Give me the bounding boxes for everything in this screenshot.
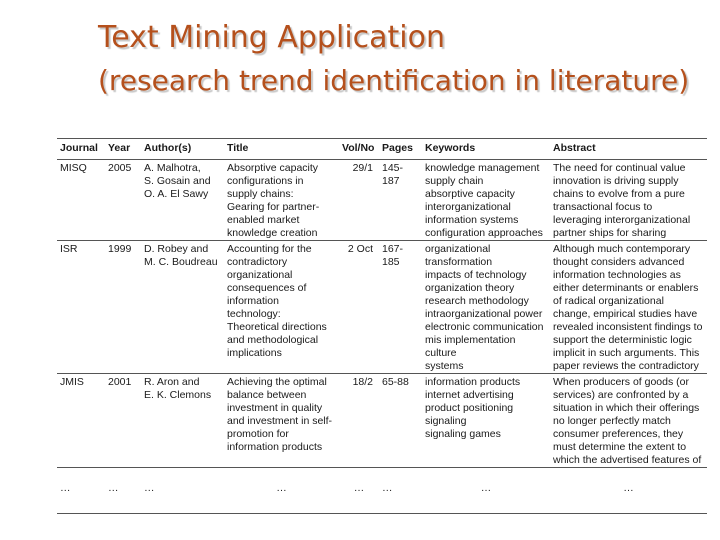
ellipsis-cell: …: [623, 482, 634, 494]
cell-line: either determinants or enablers: [553, 282, 699, 294]
header-authors: Author(s): [144, 142, 192, 154]
cell-line: Theoretical directions: [227, 321, 327, 333]
cell-line: promotion for: [227, 428, 289, 440]
cell-line: change, empirical studies have: [553, 308, 698, 320]
cell-line: leveraging interorganizational: [553, 214, 691, 226]
cell-line: enabled market: [227, 214, 300, 226]
ellipsis-cell: …: [144, 482, 155, 494]
cell-line: transformation: [425, 256, 493, 268]
cell-line: information products: [227, 441, 323, 453]
literature-table: [57, 138, 707, 514]
cell-line: of radical organizational: [553, 295, 664, 307]
cell-pages: 145-187: [382, 162, 404, 187]
cell-line: intraorganizational power: [425, 308, 543, 320]
cell-line: configurations in: [227, 175, 304, 187]
cell-authors: [141, 241, 224, 374]
cell-journal: JMIS: [60, 376, 84, 388]
header-year: Year: [108, 142, 131, 154]
table-row: [57, 374, 707, 468]
cell-vol-no: 18/2: [352, 376, 373, 388]
cell-line: and investment in self-: [227, 415, 333, 427]
cell-line: The need for continual value: [553, 162, 686, 174]
cell-vol-no: 2 Oct: [347, 243, 373, 255]
cell-line: transactional focus to: [553, 201, 653, 213]
cell-line: balance between: [227, 389, 307, 401]
header-pages: Pages: [382, 142, 413, 154]
cell-line: information technologies as: [553, 269, 681, 281]
ellipsis-cell: …: [276, 482, 287, 494]
header-title: Title: [227, 142, 249, 154]
cell-line: information products: [425, 376, 521, 388]
cell-year: 2005: [108, 162, 132, 174]
cell-journal: MISQ: [60, 162, 87, 174]
cell-year: 2001: [108, 376, 132, 388]
cell-authors: [141, 374, 224, 468]
cell-line: information: [227, 295, 279, 307]
cell-line: E. K. Clemons: [144, 389, 212, 401]
cell-pages: 65-88: [382, 376, 409, 388]
cell-keywords: [422, 374, 550, 468]
cell-line: which the advertised features of: [553, 454, 702, 466]
cell-line: paper reviews the contradictory: [553, 360, 699, 372]
ellipsis-cell: …: [108, 482, 119, 494]
cell-abstract: [550, 241, 707, 374]
cell-line: impacts of technology: [425, 269, 527, 281]
header-journal: Journal: [60, 142, 98, 154]
cell-pages: 167-185: [382, 243, 404, 268]
cell-vol-no: 29/1: [352, 162, 373, 174]
cell-line: research methodology: [425, 295, 529, 307]
cell-line: knowledge creation: [227, 227, 318, 239]
cell-line: Gearing for partner-: [227, 201, 320, 213]
header-vol-no: Vol/No: [342, 142, 375, 154]
cell-journal: ISR: [60, 243, 78, 255]
cell-line: partner ships for sharing: [553, 227, 667, 239]
cell-line: revealed inconsistent findings to: [553, 321, 703, 333]
table-header-row: [57, 139, 707, 160]
slide-title: Text Mining Application: [98, 20, 445, 55]
cell-line: information systems: [425, 214, 519, 226]
cell-keywords: [422, 160, 550, 241]
cell-line: supply chains:: [227, 188, 294, 200]
ellipsis-cell: …: [60, 482, 71, 494]
cell-line: chains to evolve from a pure: [553, 188, 685, 200]
cell-abstract: [550, 160, 707, 241]
cell-line: investment in quality: [227, 402, 323, 414]
cell-title: [224, 160, 339, 241]
table-row: [57, 241, 707, 374]
cell-line: signaling games: [425, 428, 501, 440]
cell-year: 1999: [108, 243, 132, 255]
cell-line: configuration approaches: [425, 227, 543, 239]
table-row-ellipsis: [57, 468, 707, 514]
cell-line: R. Aron and: [144, 376, 200, 388]
cell-authors: [141, 160, 224, 241]
table-row: [57, 160, 707, 241]
ellipsis-cell: …: [353, 482, 365, 494]
cell-line: culture: [425, 347, 457, 359]
cell-line: signaling: [425, 415, 467, 427]
ellipsis-cell: …: [382, 482, 393, 494]
cell-line: product positioning: [425, 402, 514, 414]
cell-line: situation in which their offerings: [553, 402, 700, 414]
cell-line: and methodological: [227, 334, 319, 346]
cell-line: M. C. Boudreau: [144, 256, 218, 268]
cell-line: innovation is driving supply: [553, 175, 679, 187]
cell-line: knowledge management: [425, 162, 540, 174]
cell-line: supply chain: [425, 175, 484, 187]
slide-subtitle: (research trend identification in literature): [98, 64, 690, 97]
cell-line: technology:: [227, 308, 281, 320]
ellipsis-cell: …: [480, 482, 492, 494]
cell-line: contradictory: [227, 256, 288, 268]
cell-line: no longer perfectly match: [553, 415, 671, 427]
cell-line: O. A. El Sawy: [144, 188, 209, 200]
cell-line: electronic communication: [425, 321, 544, 333]
cell-line: D. Robey and: [144, 243, 209, 255]
cell-keywords: [422, 241, 550, 374]
cell-title: [224, 241, 339, 374]
cell-line: internet advertising: [425, 389, 514, 401]
cell-line: consumer preferences, they: [553, 428, 684, 440]
cell-line: implicit in such arguments. This: [553, 347, 700, 359]
cell-line: systems: [425, 360, 464, 372]
cell-title: [224, 374, 339, 468]
cell-line: Accounting for the: [227, 243, 312, 255]
header-keywords: Keywords: [425, 142, 476, 154]
cell-line: organizational: [425, 243, 491, 255]
cell-line: support the deterministic logic: [553, 334, 692, 346]
cell-line: services) are confronted by a: [553, 389, 689, 401]
cell-line: must determine the extent to: [553, 441, 687, 453]
cell-line: When producers of goods (or: [553, 376, 689, 388]
cell-line: interorganizational: [425, 201, 511, 213]
cell-line: organization theory: [425, 282, 515, 294]
cell-abstract: [550, 374, 707, 468]
cell-line: implications: [227, 347, 282, 359]
cell-line: Achieving the optimal: [227, 376, 327, 388]
cell-line: organizational: [227, 269, 293, 281]
cell-line: A. Malhotra,: [144, 162, 201, 174]
cell-line: consequences of: [227, 282, 307, 294]
cell-line: thought considers advanced: [553, 256, 685, 268]
cell-line: Absorptive capacity: [227, 162, 319, 174]
cell-line: absorptive capacity: [425, 188, 515, 200]
header-abstract: Abstract: [553, 142, 596, 154]
cell-line: S. Gosain and: [144, 175, 211, 187]
cell-line: mis implementation: [425, 334, 516, 346]
cell-line: Although much contemporary: [553, 243, 691, 255]
